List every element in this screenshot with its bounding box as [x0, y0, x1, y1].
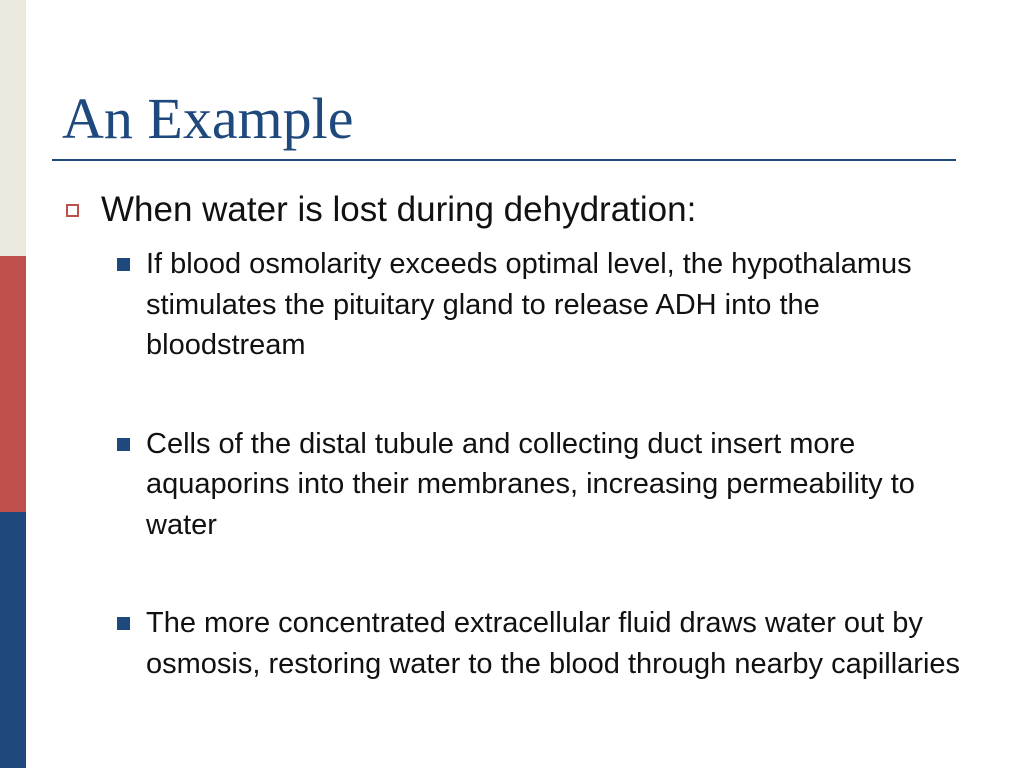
filled-square-bullet-icon: [117, 617, 130, 630]
main-point-text: When water is lost during dehydration:: [101, 190, 697, 229]
accent-strip-bottom: [0, 512, 26, 768]
filled-square-bullet-icon: [117, 258, 130, 271]
spacer: [62, 234, 962, 244]
spacer: [62, 366, 962, 424]
title-divider: [52, 159, 956, 161]
sub-point-text: Cells of the distal tubule and collecting duct insert more aquaporins into their membranes, increasing permeability to water: [146, 427, 915, 541]
spacer: [62, 545, 962, 603]
sub-point: [62, 424, 962, 546]
sub-point-text: The more concentrated extracellular fluid draws water out by osmosis, restoring water to the blood through nearby capillaries: [146, 607, 961, 680]
sub-point-text: If blood osmolarity exceeds optimal level, the hypothalamus stimulates the pituitary gland to release ADH into the bloodstream: [146, 248, 912, 361]
slide-title: An Example: [62, 86, 354, 151]
slide-content: [62, 186, 962, 684]
sub-point: [62, 244, 962, 366]
accent-strip-middle: [0, 256, 26, 512]
filled-square-bullet-icon: [117, 438, 130, 451]
main-point: [62, 186, 962, 234]
sub-point: [62, 603, 962, 684]
accent-strip-top: [0, 0, 26, 256]
hollow-square-bullet-icon: [66, 204, 79, 217]
